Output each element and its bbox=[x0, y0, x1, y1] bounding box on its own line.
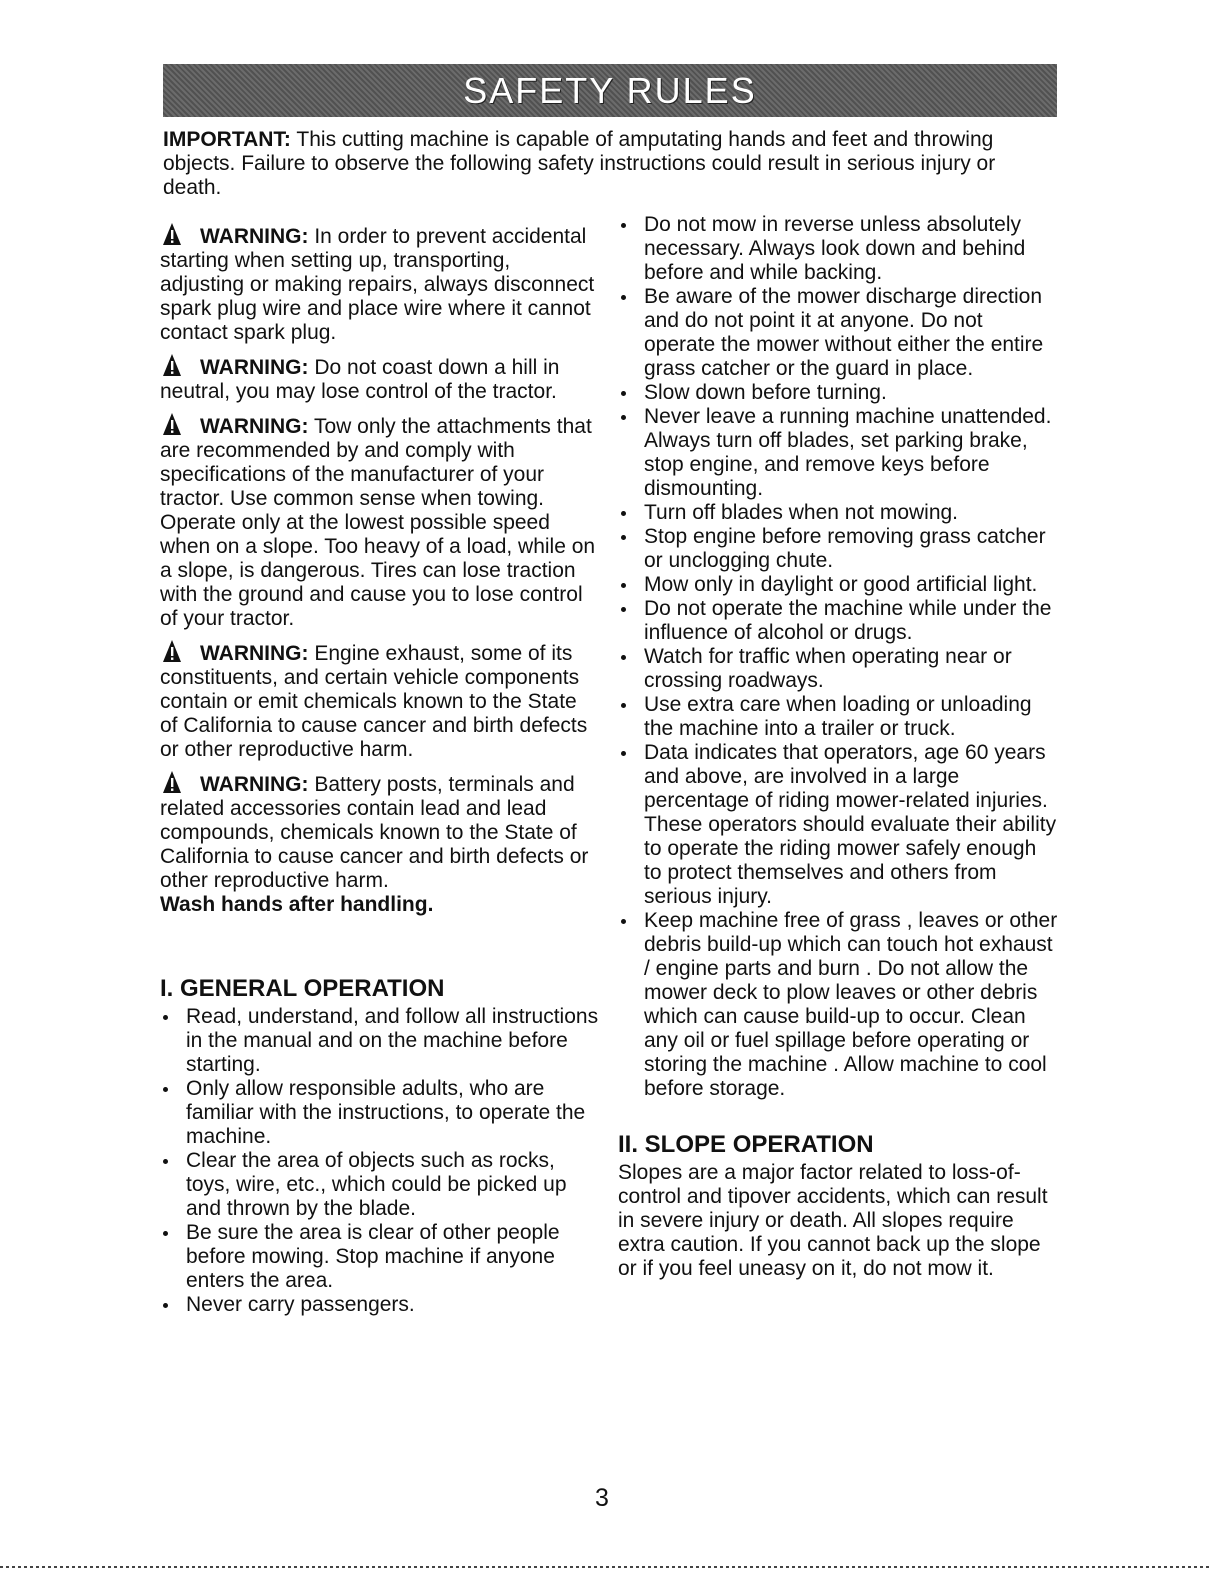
list-item: Stop engine before removing grass catcher or unclogging chute. bbox=[618, 525, 1058, 573]
warning-label: WARNING: bbox=[200, 642, 309, 665]
section-title-general-operation: I. GENERAL OPERATION bbox=[160, 975, 445, 1002]
general-operation-list bbox=[160, 1005, 600, 1317]
warning-label: WARNING: bbox=[200, 773, 309, 796]
list-item: Watch for traffic when operating near or crossing roadways. bbox=[618, 645, 1058, 693]
list-item: Slow down before turning. bbox=[618, 381, 1058, 405]
warning-triangle-icon bbox=[160, 770, 200, 794]
list-item: Be aware of the mower discharge direction and do not point it at anyone. Do not operate the mower without either the entire grass catcher or the guard in place. bbox=[618, 285, 1058, 381]
list-item: Never leave a running machine unattended. Always turn off blades, set parking brake, stop engine, and remove keys before dismounting. bbox=[618, 405, 1058, 501]
list-item: Use extra care when loading or unloading the machine into a trailer or truck. bbox=[618, 693, 1058, 741]
warning-text: Battery posts, terminals and related accessories contain lead and lead compounds, chemicals known to the State of California to cause cancer and birth defects or other reproductive harm. bbox=[160, 773, 589, 892]
warning-label: WARNING: bbox=[200, 415, 309, 438]
header-banner bbox=[163, 64, 1057, 117]
warning-text: In order to prevent accidental starting when setting up, transporting, adjusting or making repairs, always disconnect spark plug wire and place wire where it cannot contact spark plug. bbox=[160, 225, 595, 344]
list-item: Data indicates that operators, age 60 years and above, are involved in a large percentage of riding mower-related injuries. These operators should evaluate their ability to operate the riding mower safely enough to protect themselves and others from serious injury. bbox=[618, 741, 1058, 909]
warning-block bbox=[160, 770, 600, 917]
warning-triangle-icon bbox=[160, 353, 200, 377]
important-text: This cutting machine is capable of amputating hands and feet and throwing objects. Failure to observe the following safety instructions could result in serious injury or death. bbox=[163, 128, 996, 199]
warning-block bbox=[160, 412, 600, 631]
warning-text: Do not coast down a hill in neutral, you may lose control of the tractor. bbox=[160, 356, 560, 403]
slope-operation-text: Slopes are a major factor related to loss-of-control and tipover accidents, which can result in severe injury or death. All slopes require extra caution. If you cannot back up the slope or if you feel uneasy on it, do not mow it. bbox=[618, 1161, 1048, 1280]
warning-label: WARNING: bbox=[200, 356, 309, 379]
warning-triangle-icon bbox=[160, 639, 200, 663]
list-item: Turn off blades when not mowing. bbox=[618, 501, 1058, 525]
page-bottom-border bbox=[0, 1566, 1211, 1568]
important-notice bbox=[163, 128, 1053, 200]
right-column bbox=[618, 213, 1058, 1281]
warning-text: Engine exhaust, some of its constituents, and certain vehicle components contain or emit chemicals known to the State of California to cause cancer and birth defects or other reproductive harm. bbox=[160, 642, 588, 761]
list-item: Do not operate the machine while under the influence of alcohol or drugs. bbox=[618, 597, 1058, 645]
section-title-slope-operation: II. SLOPE OPERATION bbox=[618, 1131, 874, 1158]
list-item: Only allow responsible adults, who are familiar with the instructions, to operate the machine. bbox=[160, 1077, 600, 1149]
warning-block bbox=[160, 353, 600, 404]
list-item: Read, understand, and follow all instructions in the manual and on the machine before starting. bbox=[160, 1005, 600, 1077]
warning-emphasis: Wash hands after handling. bbox=[160, 893, 434, 916]
page-number: 3 bbox=[595, 1484, 609, 1512]
warning-block bbox=[160, 222, 600, 345]
list-item: Do not mow in reverse unless absolutely necessary. Always look down and behind before and while backing. bbox=[618, 213, 1058, 285]
list-item: Be sure the area is clear of other people before mowing. Stop machine if anyone enters the area. bbox=[160, 1221, 600, 1293]
warning-triangle-icon bbox=[160, 412, 200, 436]
warning-label: WARNING: bbox=[200, 225, 309, 248]
safety-bullet-list bbox=[618, 213, 1058, 1101]
list-item: Mow only in daylight or good artificial light. bbox=[618, 573, 1058, 597]
left-column bbox=[160, 222, 600, 1317]
warning-block bbox=[160, 639, 600, 762]
list-item: Keep machine free of grass , leaves or other debris build-up which can touch hot exhaust / engine parts and burn . Do not allow the mower deck to plow leaves or other debris which can cause build-up to occur. Clean any oil or fuel spillage before operating or storing the machine . Allow machine to cool before storage. bbox=[618, 909, 1058, 1101]
page-title: SAFETY RULES bbox=[463, 69, 757, 111]
warning-text: Tow only the attachments that are recommended by and comply with specifications of the manufacturer of your tractor. Use common sense when towing. Operate only at the lowest possible speed when on a slope. Too heavy of a load, while on a slope, is dangerous. Tires can lose traction with the ground and cause you to lose control of your tractor. bbox=[160, 415, 596, 630]
list-item: Clear the area of objects such as rocks, toys, wire, etc., which could be picked up and thrown by the blade. bbox=[160, 1149, 600, 1221]
warning-triangle-icon bbox=[160, 222, 200, 246]
important-label: IMPORTANT: bbox=[163, 128, 291, 151]
list-item: Never carry passengers. bbox=[160, 1293, 600, 1317]
